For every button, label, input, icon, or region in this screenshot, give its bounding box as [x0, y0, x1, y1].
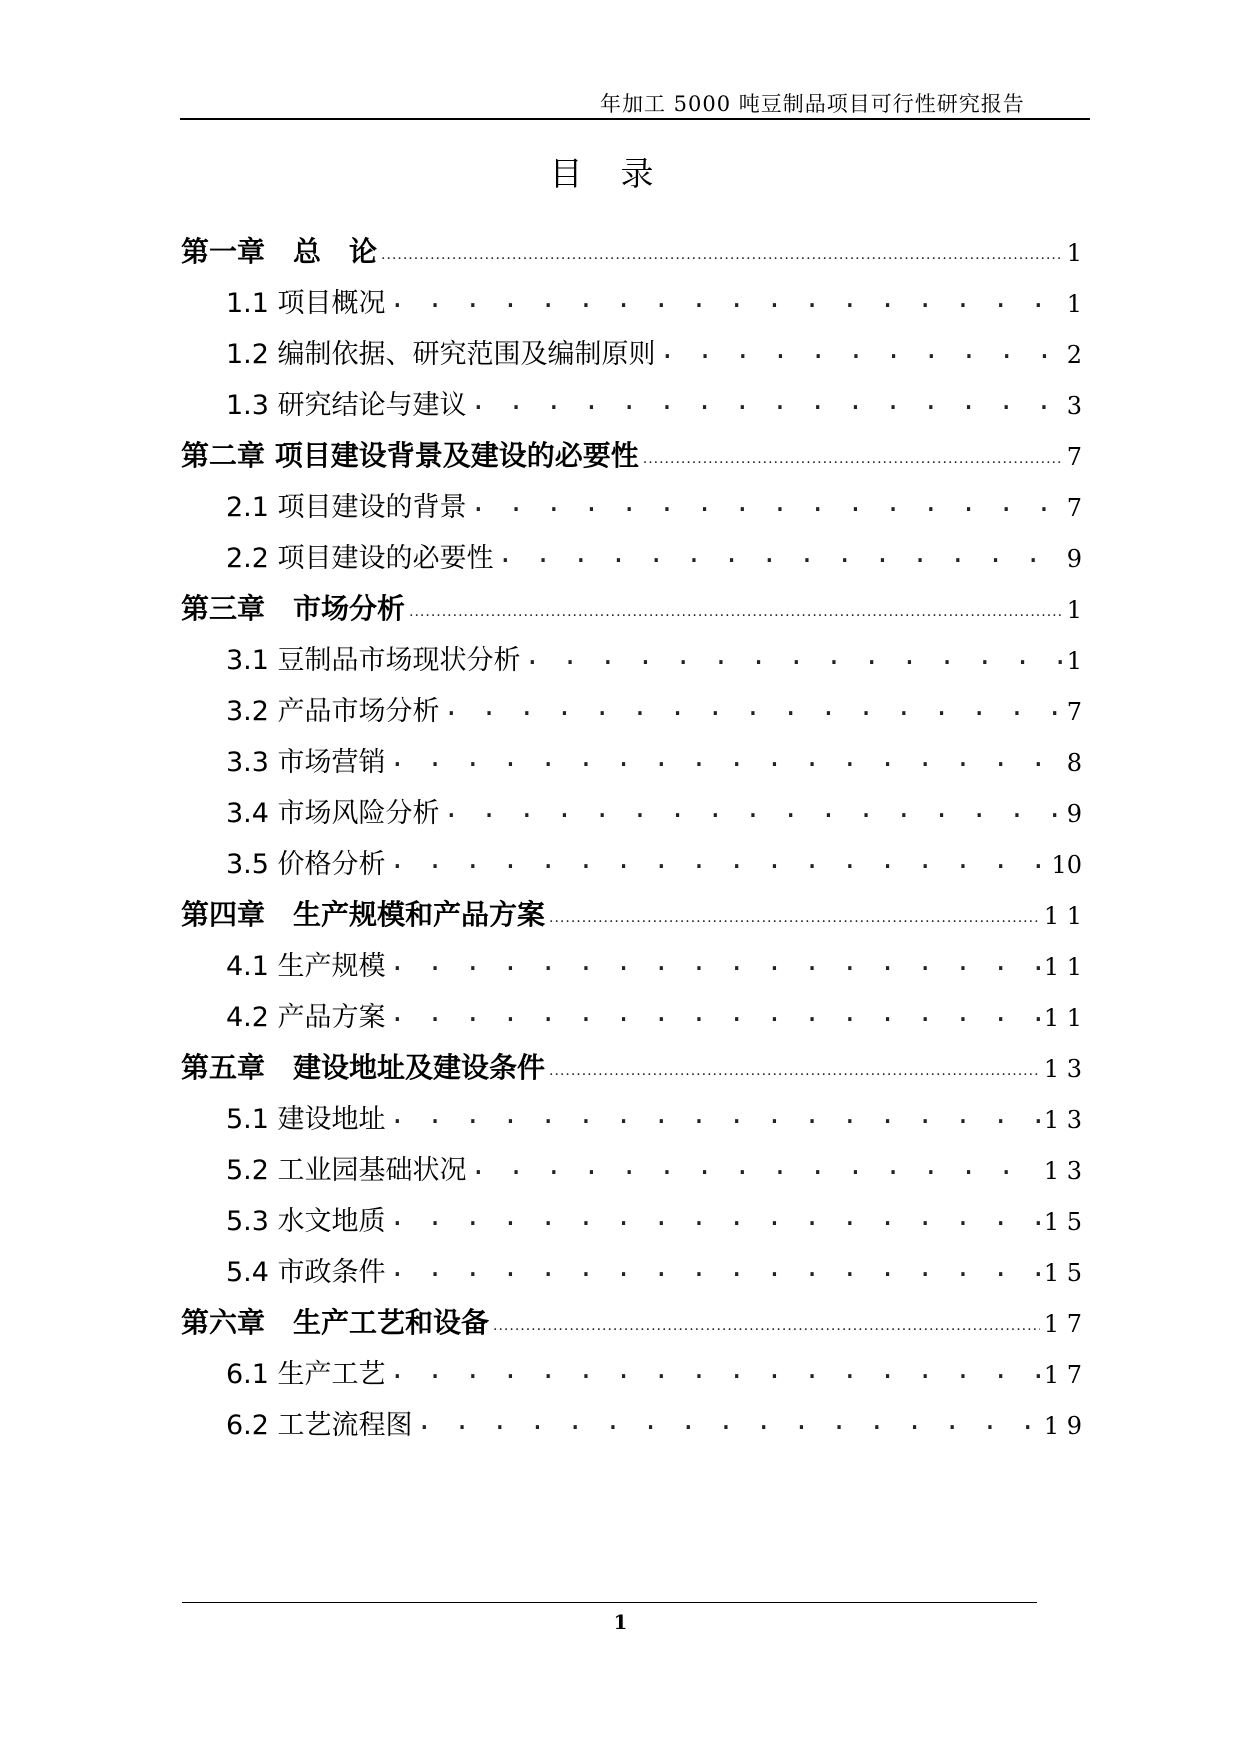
- toc-entry-page: 10: [1051, 851, 1082, 879]
- toc-entry-page: 1 3: [1043, 1055, 1082, 1083]
- toc-entry-page: 1 7: [1043, 1310, 1082, 1338]
- toc-entry-page: 8: [1066, 749, 1082, 777]
- toc-entry-page: 7: [1066, 698, 1082, 726]
- toc-entry-page: 1 5: [1043, 1259, 1082, 1287]
- dot-leader: [444, 693, 1063, 720]
- dot-leader: [643, 437, 1063, 465]
- toc-entry-label: 3.3 市场营销: [226, 747, 386, 778]
- toc-entry-label: 第三章 市场分析: [181, 592, 406, 625]
- toc-entry-page: 1 1: [1043, 953, 1082, 981]
- dot-leader: [417, 1407, 1040, 1434]
- toc-entry-label: 第二章 项目建设背景及建设的必要性: [181, 439, 639, 472]
- dot-leader: [381, 233, 1063, 261]
- toc-entry-section[interactable]: [226, 842, 1082, 882]
- toc-entry-section[interactable]: [226, 1148, 1082, 1188]
- dot-leader: [493, 1304, 1040, 1332]
- toc-entry-section[interactable]: [226, 689, 1082, 729]
- dot-leader: [471, 489, 1063, 516]
- dot-leader: [390, 999, 1040, 1026]
- toc-entry-section[interactable]: [226, 1352, 1082, 1392]
- toc-entry-page: 2: [1066, 341, 1082, 369]
- toc-entry-page: 1: [1066, 647, 1082, 675]
- toc-entry-label: 1.3 研究结论与建议: [226, 390, 467, 421]
- toc-entry-label: 1.2 编制依据、研究范围及编制原则: [226, 339, 656, 370]
- toc-entry-page: 1: [1066, 596, 1082, 624]
- toc-entry-label: 6.1 生产工艺: [226, 1359, 386, 1390]
- dot-leader: [390, 1254, 1040, 1281]
- toc-entry-label: 2.2 项目建设的必要性: [226, 543, 494, 574]
- page-number: 1: [613, 1610, 628, 1634]
- dot-leader: [471, 1152, 1040, 1179]
- dot-leader: [390, 1356, 1040, 1383]
- toc-entry-section[interactable]: [226, 791, 1082, 831]
- toc-entry-chapter[interactable]: [181, 587, 1082, 627]
- dot-leader: [549, 1049, 1040, 1077]
- toc-entry-section[interactable]: [226, 281, 1082, 321]
- dot-leader: [660, 336, 1063, 363]
- toc-entry-label: 5.1 建设地址: [226, 1104, 386, 1135]
- toc-entry-page: 1 3: [1043, 1106, 1082, 1134]
- toc-entry-section[interactable]: [226, 536, 1082, 576]
- toc-entry-section[interactable]: [226, 383, 1082, 423]
- dot-leader: [390, 1203, 1040, 1230]
- dot-leader: [471, 387, 1063, 414]
- toc-entry-page: 1: [1066, 290, 1082, 318]
- toc-entry-page: 1 7: [1043, 1361, 1082, 1389]
- toc-entry-section[interactable]: [226, 1199, 1082, 1239]
- header-rule: [180, 118, 1090, 120]
- toc-entry-page: 9: [1066, 545, 1082, 573]
- dot-leader: [498, 540, 1063, 567]
- dot-leader: [390, 285, 1063, 312]
- toc-entry-section[interactable]: [226, 1097, 1082, 1137]
- toc-entry-section[interactable]: [226, 995, 1082, 1035]
- toc-entry-chapter[interactable]: [181, 434, 1082, 474]
- toc-entry-section[interactable]: [226, 638, 1082, 678]
- toc-entry-page: 1 5: [1043, 1208, 1082, 1236]
- dot-leader: [409, 590, 1063, 618]
- toc-entry-label: 第五章 建设地址及建设条件: [181, 1051, 546, 1084]
- toc-entry-section[interactable]: [226, 1403, 1082, 1443]
- toc-entry-page: 1 3: [1043, 1157, 1082, 1185]
- dot-leader: [390, 744, 1063, 771]
- toc-entry-page: 7: [1066, 494, 1082, 522]
- toc-entry-label: 6.2 工艺流程图: [226, 1410, 413, 1441]
- footer-rule: [182, 1602, 1037, 1603]
- toc-entry-label: 3.2 产品市场分析: [226, 696, 440, 727]
- toc-entry-label: 5.4 市政条件: [226, 1257, 386, 1288]
- dot-leader: [444, 795, 1063, 822]
- toc-entry-label: 第一章 总 论: [181, 235, 378, 268]
- toc-entry-page: 7: [1066, 443, 1082, 471]
- toc-entry-page: 1: [1066, 239, 1082, 267]
- toc-title: 目录: [549, 154, 692, 193]
- toc-entry-section[interactable]: [226, 332, 1082, 372]
- toc-entry-chapter[interactable]: [181, 1046, 1082, 1086]
- toc-entry-section[interactable]: [226, 944, 1082, 984]
- dot-leader: [525, 642, 1063, 669]
- toc-entry-label: 4.1 生产规模: [226, 951, 386, 982]
- toc-entry-section[interactable]: [226, 1250, 1082, 1290]
- toc-entry-chapter[interactable]: [181, 1301, 1082, 1341]
- toc-entry-label: 第六章 生产工艺和设备: [181, 1306, 490, 1339]
- dot-leader: [549, 896, 1040, 924]
- toc-entry-label: 3.5 价格分析: [226, 849, 386, 880]
- toc-entry-page: 1 1: [1043, 902, 1082, 930]
- toc-entry-page: 1 9: [1043, 1412, 1082, 1440]
- toc-entry-label: 3.1 豆制品市场现状分析: [226, 645, 521, 676]
- dot-leader: [390, 1101, 1040, 1128]
- toc-entry-section[interactable]: [226, 485, 1082, 525]
- toc-entry-section[interactable]: [226, 740, 1082, 780]
- toc-entry-label: 5.2 工业园基础状况: [226, 1155, 467, 1186]
- toc-entry-page: 1 1: [1043, 1004, 1082, 1032]
- dot-leader: [390, 846, 1048, 873]
- toc-entry-page: 9: [1066, 800, 1082, 828]
- toc-entry-label: 4.2 产品方案: [226, 1002, 386, 1033]
- toc-entry-label: 3.4 市场风险分析: [226, 798, 440, 829]
- toc-entry-label: 5.3 水文地质: [226, 1206, 386, 1237]
- toc-entry-label: 第四章 生产规模和产品方案: [181, 898, 546, 931]
- toc-entry-label: 2.1 项目建设的背景: [226, 492, 467, 523]
- toc-entry-page: 3: [1066, 392, 1082, 420]
- toc-entry-label: 1.1 项目概况: [226, 288, 386, 319]
- running-header: 年加工 5000 吨豆制品项目可行性研究报告: [600, 92, 1025, 116]
- toc-entry-chapter[interactable]: [181, 893, 1082, 933]
- dot-leader: [390, 948, 1040, 975]
- toc-entry-chapter[interactable]: [181, 230, 1082, 270]
